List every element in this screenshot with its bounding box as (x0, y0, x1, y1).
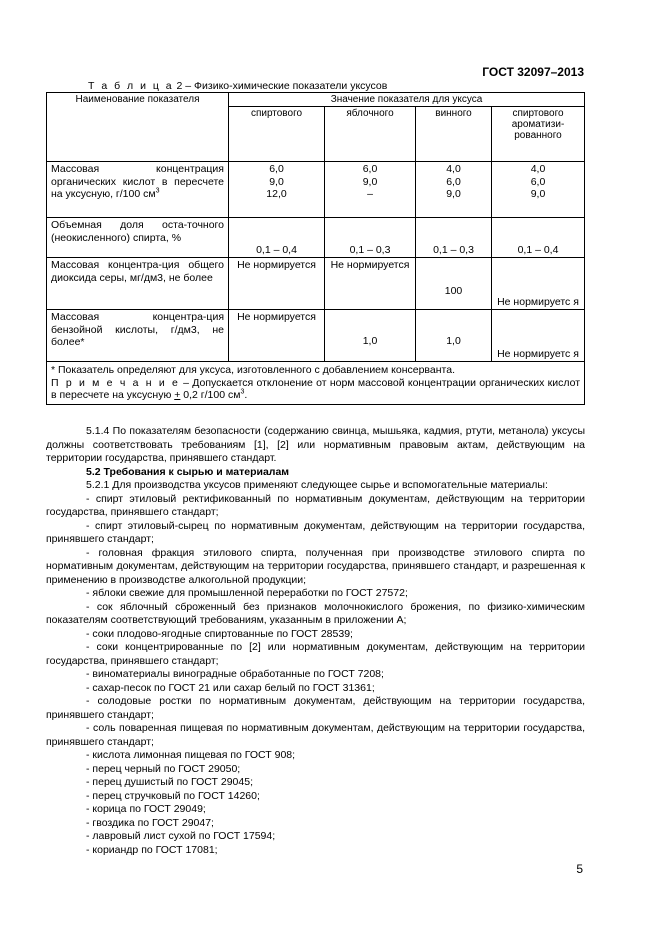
cell-value: – (367, 188, 373, 200)
list-item: - яблоки свежие для промышленной переработки по ГОСТ 27572; (86, 587, 408, 599)
list-item: - сок яблочный сброженный без признаков молочнокислого брожения, по физико-химическим показателям соответствующий требованиям, указанным в приложении А; (46, 600, 585, 626)
subheader-spirit: спиртового (229, 107, 325, 162)
list-item: - лавровый лист сухой по ГОСТ 17594; (86, 830, 276, 842)
list-item: - перец стручковый по ГОСТ 14260; (86, 789, 260, 802)
table-cell: Не нормируется (229, 310, 325, 362)
table-notes (47, 362, 585, 405)
table-footnote: * Показатель определяют для уксуса, изготовленного с добавлением консерванта. (51, 364, 455, 376)
list-item: - перец черный по ГОСТ 29050; (86, 762, 241, 775)
table-cell: 1,0 (416, 310, 492, 362)
body-text (46, 425, 585, 857)
table-cell: Не нормируетс я (492, 258, 585, 310)
cell-value: 9,0 (362, 175, 378, 188)
document-id: ГОСТ 32097–2013 (482, 65, 584, 79)
table-row (47, 162, 585, 218)
table-cell (492, 162, 585, 218)
list-item: - спирт этиловый-сырец по нормативным документам, действующим на территории государства, принявшего стандарт; (46, 519, 585, 545)
table-cell (325, 162, 416, 218)
table-note (51, 377, 580, 402)
row-name: Объемная доля оста-точного (неокисленного) спирта, % (47, 218, 229, 258)
cell-value: 9,0 (446, 188, 461, 200)
note-tail: 0,2 г/100 см (180, 389, 241, 401)
list-item: - головная фракция этилового спирта, полученная при производстве этилового спирта по нормативным документам, действующим на территории государства, принявшего стандарт, и разрешенная к применению в производстве алкогольной продукции; (46, 546, 585, 586)
table-cell: Не нормируется (229, 258, 325, 310)
table-row (47, 258, 585, 310)
row-name-text: Массовая концентрация органических кислот в пересчете на уксусную, г/100 см (51, 163, 224, 200)
table-cell: 0,1 – 0,3 (325, 218, 416, 258)
cell-value: 6,0 (362, 163, 378, 175)
table-cell: Не нормируется (325, 258, 416, 310)
table-cell: 0,1 – 0,4 (492, 218, 585, 258)
cell-value: 6,0 (269, 163, 284, 175)
row-name: Массовая концентра-ция бензойной кислоты, г/дм3, не более* (47, 310, 229, 362)
table-caption-label: Т а б л и ц а (88, 80, 174, 92)
list-item: - спирт этиловый ректификованный по нормативным документам, действующим на территории государства, принявшего стандарт; (46, 492, 585, 518)
table-notes-row (47, 362, 585, 405)
note-text: – Допускается отклонение от норм массовой концентрации органических кислот в пересчете на уксусную (51, 376, 581, 401)
cell-value: 9,0 (269, 175, 284, 188)
table-cell (229, 162, 325, 218)
note-label: П р и м е ч а н и е (51, 376, 180, 389)
note-sup: 3 (240, 388, 245, 396)
row-name-sup: 3 (155, 187, 160, 195)
list-item: - корица по ГОСТ 29049; (86, 803, 206, 815)
table-cell: 100 (416, 258, 492, 310)
paragraph-5-1-4: 5.1.4 По показателям безопасности (содержанию свинца, мышьяка, кадмия, ртути, метанола) уксусы должны соответствовать требованиям [1], [2] или нормативным правовым актам, действующим на территории государства, принявшего стандарт. (46, 425, 585, 464)
cell-value: 9,0 (530, 188, 546, 200)
paragraph-5-2-1: 5.2.1 Для производства уксусов применяют следующее сырье и вспомогательные материалы: (86, 479, 548, 491)
cell-value: 4,0 (530, 163, 546, 175)
subheader-wine: винного (416, 107, 492, 162)
cell-value: 12,0 (266, 188, 287, 200)
table-cell (416, 162, 492, 218)
list-item: - соки плодово-ягодные спиртованные по ГОСТ 28539; (86, 627, 353, 640)
cell-value: 6,0 (446, 175, 461, 188)
subheader-flavored: спиртового ароматизи-рованного (492, 107, 585, 162)
page-number: 5 (576, 862, 583, 876)
section-heading-5-2: 5.2 Требования к сырью и материалам (86, 465, 290, 478)
list-item: - соль поваренная пищевая по нормативным документам, действующим на территории государства, принявшего стандарт; (46, 722, 585, 748)
header-value-group: Значение показателя для уксуса (229, 93, 585, 107)
list-item: - кориандр по ГОСТ 17081; (86, 843, 218, 856)
note-plus-minus: + (174, 389, 181, 401)
table-caption-text: 2 – Физико-химические показатели уксусов (173, 80, 388, 92)
list-item: - перец душистый по ГОСТ 29045; (86, 776, 253, 788)
list-item: - солодовые ростки по нормативным документам, действующим на территории государства, принявшего стандарт; (46, 695, 585, 721)
cell-value: 4,0 (446, 163, 461, 175)
table-cell: 0,1 – 0,3 (416, 218, 492, 258)
subheader-apple: яблочного (325, 107, 416, 162)
row-name: Массовая концентра-ция общего диоксида серы, мг/дм3, не более (47, 258, 229, 310)
list-item: - соки концентрированные по [2] или нормативным документам, действующим на территории государства, принявшего стандарт; (46, 641, 585, 667)
table-cell: 1,0 (325, 310, 416, 362)
list-item: - виноматериалы виноградные обработанные по ГОСТ 7208; (86, 668, 384, 680)
note-end: . (244, 389, 248, 401)
table-row (47, 218, 585, 258)
list-item: - гвоздика по ГОСТ 29047; (86, 816, 214, 829)
list-item: - сахар-песок по ГОСТ 21 или сахар белый по ГОСТ 31361; (86, 681, 375, 694)
physico-chemical-table (46, 92, 585, 405)
table-header-row (47, 93, 585, 107)
header-indicator: Наименование показателя (47, 93, 229, 162)
table-caption (88, 80, 387, 92)
list-item: - кислота лимонная пищевая по ГОСТ 908; (86, 749, 296, 761)
table-cell: 0,1 – 0,4 (229, 218, 325, 258)
table-row (47, 310, 585, 362)
row-name (47, 162, 229, 218)
cell-value: 6,0 (530, 175, 546, 188)
table-cell: Не нормируетс я (492, 310, 585, 362)
